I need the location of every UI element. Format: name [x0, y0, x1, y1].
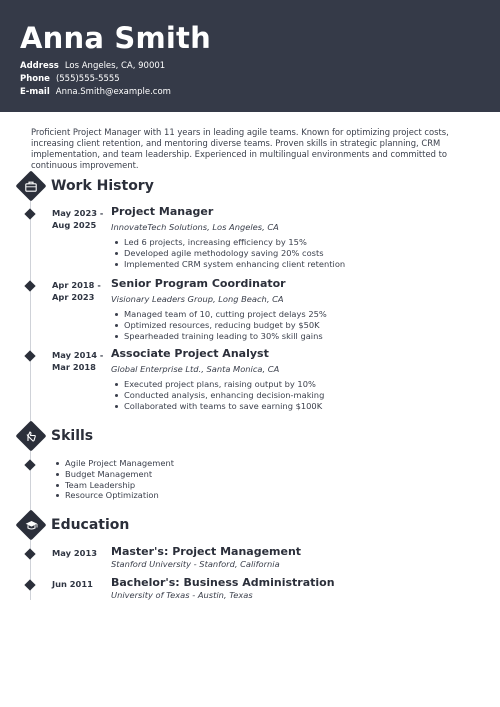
hand-icon	[25, 430, 37, 442]
education-school: University of Texas - Austin, Texas	[111, 590, 253, 600]
list-item: Optimized resources, reducing budget by $50K	[124, 320, 327, 331]
list-item: Led 6 projects, increasing efficiency by 15%	[124, 237, 345, 248]
job-company: Visionary Leaders Group, Long Beach, CA	[111, 294, 284, 304]
list-item: Implemented CRM system enhancing client retention	[124, 258, 346, 269]
education-degree: Bachelor's: Business Administration	[111, 576, 335, 589]
job-dates	[52, 207, 112, 231]
timeline-dot	[24, 579, 35, 590]
list-item: Budget Management	[65, 469, 174, 480]
job-title: Senior Program Coordinator	[111, 277, 286, 290]
contact-value: Los Angeles, CA, 90001	[64, 61, 166, 71]
job-date-end: Apr 2023	[52, 292, 95, 302]
professional-summary: Proficient Project Manager with 11 years in leading agile teams. Known for optimizing project costs, increasing client retention, and mentoring diverse teams. Proven skills in strategic planning, CRM implementation, and team leadership. Experienced in multilingual environments and committed to continuous improvement.	[31, 127, 449, 170]
section-icon-work	[15, 170, 46, 201]
skills-list	[65, 458, 174, 501]
job-bullets	[124, 237, 345, 269]
job-title: Project Manager	[111, 205, 214, 218]
list-item: Resource Optimization	[65, 490, 174, 501]
candidate-name: Anna Smith	[20, 21, 211, 55]
list-item: Team Leadership	[65, 480, 174, 491]
contact-email	[20, 86, 171, 98]
education-degree: Master's: Project Management	[111, 545, 302, 558]
job-date-start: Apr 2018 -	[52, 280, 101, 290]
job-title: Associate Project Analyst	[111, 347, 269, 360]
list-item: Spearheaded training leading to 30% skill gains	[124, 331, 327, 342]
education-school: Stanford University - Stanford, California	[111, 559, 280, 569]
job-dates	[52, 279, 112, 303]
job-bullets	[124, 309, 327, 341]
list-item: Managed team of 10, cutting project delays 25%	[124, 309, 327, 319]
section-title-work-history: Work History	[51, 178, 154, 194]
job-dates	[52, 349, 112, 373]
contact-label: Address	[20, 61, 59, 71]
timeline-dot	[24, 548, 35, 559]
job-bullets	[124, 379, 324, 411]
contact-phone	[20, 73, 120, 85]
timeline-dot	[24, 350, 35, 361]
job-company: InnovateTech Solutions, Los Angeles, CA	[111, 222, 279, 232]
section-title-skills: Skills	[51, 428, 94, 444]
list-item: Conducted analysis, enhancing decision-making	[124, 389, 325, 400]
list-item: Executed project plans, raising output by 10%	[124, 379, 324, 390]
education-date: May 2013	[52, 548, 97, 558]
contact-value: Anna.Smith@example.com	[55, 87, 171, 97]
list-item: Agile Project Management	[65, 458, 174, 468]
education-date: Jun 2011	[52, 579, 93, 589]
section-icon-education	[15, 509, 46, 540]
job-date-end: Aug 2025	[52, 220, 97, 230]
list-item: Developed agile methodology saving 20% costs	[124, 248, 345, 259]
briefcase-icon	[25, 181, 37, 192]
resume-header	[0, 0, 500, 112]
job-date-end: Mar 2018	[52, 362, 96, 372]
job-date-start: May 2023 -	[52, 208, 104, 218]
timeline-dot	[24, 459, 35, 470]
contact-address	[20, 60, 165, 72]
job-date-start: May 2014 -	[52, 350, 104, 360]
list-item: Collaborated with teams to save earning $100K	[124, 401, 324, 412]
contact-value: (555)555-5555	[55, 74, 120, 84]
timeline-dot	[24, 280, 35, 291]
job-company: Global Enterprise Ltd., Santa Monica, CA	[111, 364, 280, 374]
section-title-education: Education	[51, 517, 130, 533]
contact-label: E-mail	[20, 87, 50, 97]
section-icon-skills	[15, 420, 46, 451]
timeline-dot	[24, 208, 35, 219]
graduation-cap-icon	[25, 520, 38, 531]
contact-label: Phone	[20, 74, 50, 84]
